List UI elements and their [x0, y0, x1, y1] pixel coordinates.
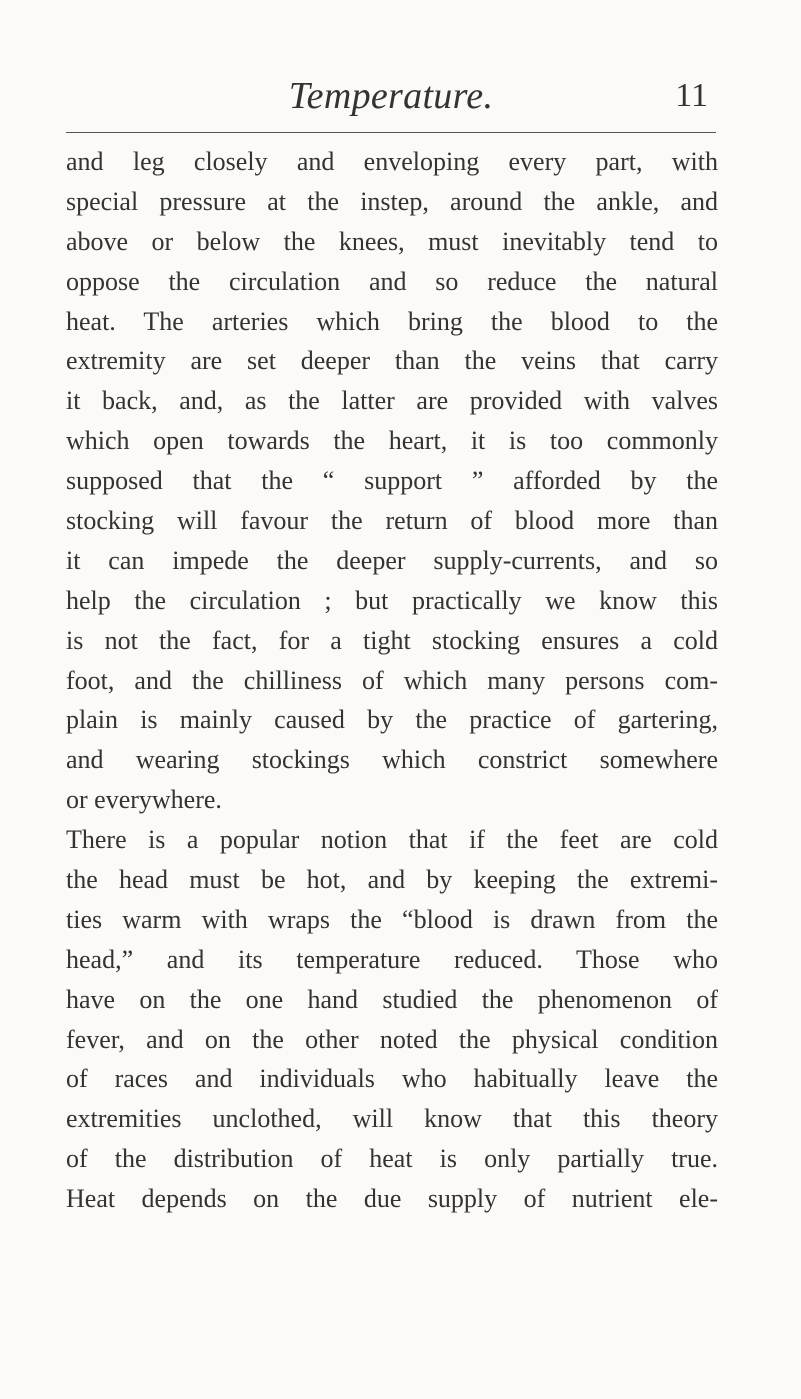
text-line: above or below the knees, must inevitably tend to [66, 226, 718, 256]
running-title: Temperature. [288, 75, 494, 117]
text-line: which open towards the heart, it is too commonly [66, 426, 718, 456]
body-text [66, 142, 718, 1219]
text-line: is not the fact, for a tight stocking ensures a cold [66, 625, 718, 655]
text-line: help the circulation ; but practically we know this [66, 585, 718, 615]
text-line: foot, and the chilliness of which many persons com- [66, 665, 718, 695]
text-line: supposed that the “ support ” afforded by the [66, 466, 718, 496]
text-line: ties warm with wraps the “blood is drawn from the [66, 904, 718, 934]
text-line: special pressure at the instep, around the ankle, and [66, 186, 718, 216]
text-line: heat. The arteries which bring the blood to the [66, 306, 718, 336]
text-line: have on the one hand studied the phenomenon of [66, 984, 718, 1014]
text-line: of races and individuals who habitually leave the [66, 1064, 718, 1094]
text-line: There is a popular notion that if the feet are cold [66, 825, 718, 855]
text-line: or everywhere. [66, 785, 222, 815]
text-line: it back, and, as the latter are provided with valves [66, 386, 718, 416]
text-line: extremities unclothed, will know that this theory [66, 1104, 718, 1134]
text-line: of the distribution of heat is only partially true. [66, 1144, 718, 1174]
text-line: head,” and its temperature reduced. Those who [66, 944, 718, 974]
text-line: and leg closely and enveloping every part, with [66, 147, 718, 176]
text-line: and wearing stockings which constrict somewhere [66, 745, 718, 775]
text-line: plain is mainly caused by the practice of gartering, [66, 705, 718, 735]
header-rule [66, 132, 716, 133]
running-head [66, 72, 716, 120]
text-line: extremity are set deeper than the veins that carry [66, 346, 718, 376]
text-line: stocking will favour the return of blood more than [66, 506, 718, 536]
text-line: Heat depends on the due supply of nutrient ele- [66, 1184, 718, 1214]
text-line: it can impede the deeper supply-currents, and so [66, 545, 718, 575]
text-line: fever, and on the other noted the physical condition [66, 1024, 718, 1054]
text-line: oppose the circulation and so reduce the natural [66, 266, 718, 296]
page-number: 11 [675, 77, 708, 114]
text-line: the head must be hot, and by keeping the extremi- [66, 865, 718, 895]
